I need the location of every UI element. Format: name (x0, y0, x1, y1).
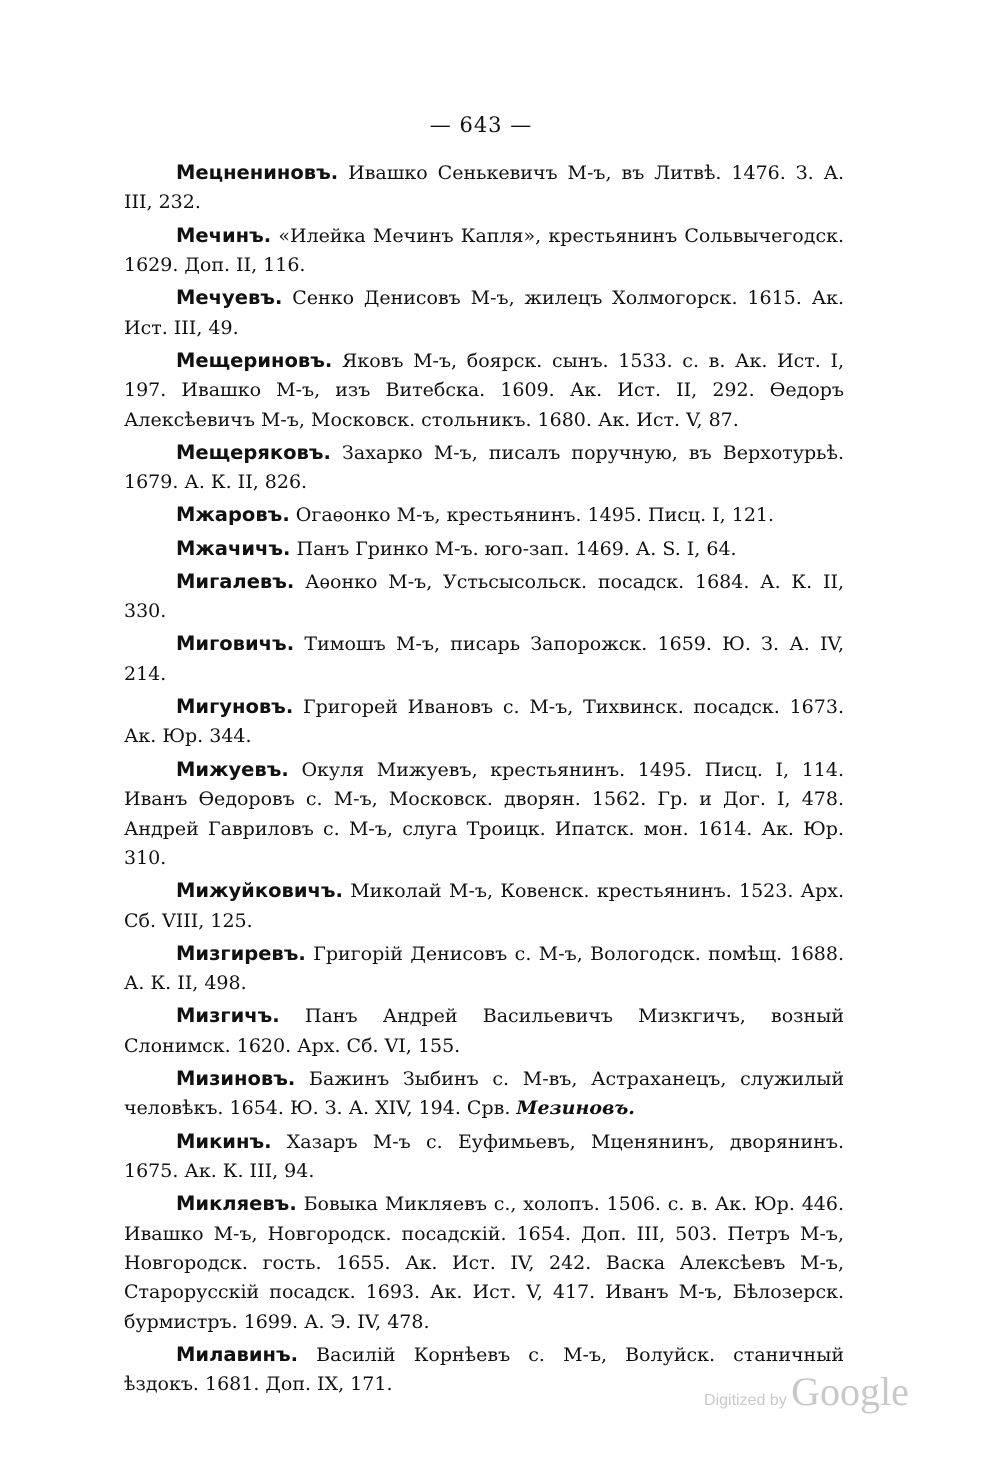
dictionary-entry (124, 534, 844, 564)
entry-text: Панъ Андрей Васильевичъ Мизкгичъ, возный Слонимск. 1620. Арх. Сб. VI, 155. (124, 1005, 844, 1057)
dictionary-entry (124, 876, 844, 936)
entry-headword: Миговичъ. (176, 632, 295, 656)
entry-cross-reference: Мезиновъ. (516, 1097, 635, 1120)
dictionary-entry (124, 1064, 844, 1124)
entry-text: Аѳонко М-ъ, Устьсысольск. посадск. 1684. А. К. II, 330. (124, 570, 845, 623)
entry-headword: Микинъ. (176, 1129, 272, 1153)
watermark-prefix: Digitized by (704, 1392, 787, 1409)
entry-text: Панъ Гринко М-ъ. юго-зап. 1469. А. S. I, 64. (296, 537, 737, 560)
dictionary-entry (124, 939, 844, 999)
entry-headword: Мизиновъ. (176, 1066, 296, 1090)
dictionary-entry (124, 567, 844, 627)
entry-text: Григорій Денисовъ с. М-ъ, Вологодск. помѣщ. 1688. А. К. II, 498. (124, 942, 845, 995)
digitized-watermark (704, 1368, 909, 1415)
entry-text: Окуля Мижуевъ, крестьянинъ. 1495. Писц. I, 114. Иванъ Ѳедоровъ с. М-ъ, Московск. дворян. 1562. Гр. и Дог. I, 478. Андрей Гавриловъ с. М-ъ, слуга Троицк. Ипатск. мон. 1614. Ак. Юр. 310. (124, 758, 845, 869)
entry-headword: Мещериновъ. (176, 348, 333, 372)
entry-headword: Микляевъ. (176, 1192, 297, 1216)
entry-headword: Мечинъ. (176, 223, 272, 247)
entry-text: Бовыка Микляевъ с., холопъ. 1506. с. в. Ак. Юр. 446. Ивашко М-ъ, Новгородск. посадскій. 1654. Доп. III, 503. Петръ М-ъ, Новгородск. гость. 1655. Ак. Ист. IV, 242. Васка Алексѣевъ М-ъ, Старорусскій посадск. 1693. Ак. Ист. V, 417. Иванъ М-ъ, Бѣлозерск. бурмистръ. 1699. А. Э. IV, 478. (124, 1193, 845, 1333)
entry-text: Григорей Ивановъ с. М-ъ, Тихвинск. посадск. 1673. Ак. Юр. 344. (124, 696, 844, 748)
entry-headword: Мизгиревъ. (176, 941, 306, 965)
dictionary-entry (124, 283, 844, 343)
entry-headword: Мизгичъ. (176, 1004, 280, 1028)
dictionary-entry (124, 346, 844, 435)
entry-headword: Мигалевъ. (176, 569, 295, 593)
dictionary-entry (124, 221, 844, 281)
entry-headword: Мещеряковъ. (176, 440, 331, 464)
entry-headword: Мигуновъ. (176, 695, 294, 719)
dictionary-entry (124, 438, 844, 498)
entry-text: Миколай М-ъ, Ковенск. крестьянинъ. 1523. Арх. Сб. VIII, 125. (124, 880, 844, 932)
entry-text: «Илейка Мечинъ Капля», крестьянинъ Сольвычегодск. 1629. Доп. II, 116. (124, 224, 844, 277)
dictionary-entry (124, 500, 844, 530)
entry-text: Ивашко Сенькевичъ М-ъ, въ Литвѣ. 1476. З. А. III, 232. (124, 162, 844, 214)
entry-text: Тимошъ М-ъ, писарь Запорожск. 1659. Ю. З. А. IV, 214. (124, 633, 844, 685)
entry-headword: Мжачичъ. (176, 536, 291, 560)
entry-headword: Милавинъ. (176, 1342, 299, 1366)
entry-text: Сенко Денисовъ М-ъ, жилецъ Холмогорск. 1615. Ак. Ист. III, 49. (124, 287, 844, 339)
dictionary-entry (124, 1127, 844, 1187)
entry-text: Яковъ М-ъ, боярск. сынъ. 1533. с. в. Ак. Ист. I, 197. Ивашко М-ъ, изъ Витебска. 1609. Ак. Ист. II, 292. Ѳедоръ Алексѣевичъ М-ъ, Московск. стольникъ. 1680. Ак. Ист. V, 87. (124, 349, 844, 431)
entry-text: Огаѳонко М-ъ, крестьянинъ. 1495. Писц. I, 121. (295, 504, 775, 527)
entry-headword: Мецнениновъ. (176, 161, 339, 184)
page-number: — 643 — (429, 113, 533, 137)
dictionary-entries (124, 158, 844, 1403)
dictionary-entry (124, 629, 844, 689)
dictionary-entry (124, 1189, 844, 1337)
dictionary-entry (124, 692, 844, 752)
entry-text: Хазаръ М-ъ с. Еуфимьевъ, Мценянинъ, дворянинъ. 1675. Ак. К. III, 94. (124, 1130, 844, 1182)
dictionary-entry (124, 755, 844, 874)
entry-headword: Мжаровъ. (176, 503, 290, 527)
entry-headword: Мижуевъ. (176, 757, 289, 781)
entry-text: Бажинъ Зыбинъ с. М-въ, Астраханецъ, служилый человѣкъ. 1654. Ю. З. А. XIV, 194. Срв. (124, 1067, 845, 1120)
dictionary-entry (124, 1001, 844, 1061)
entry-text: Василій Корнѣевъ с. М-ъ, Волуйск. станичный ѣздокъ. 1681. Доп. IX, 171. (124, 1343, 844, 1396)
dictionary-entry (124, 158, 844, 218)
entry-headword: Мижуйковичъ. (176, 879, 343, 903)
watermark-brand: Google (791, 1369, 909, 1414)
entry-headword: Мечуевъ. (176, 286, 283, 310)
entry-text: Захарко М-ъ, писалъ поручную, въ Верхотурьѣ. 1679. А. К. II, 826. (124, 441, 844, 494)
